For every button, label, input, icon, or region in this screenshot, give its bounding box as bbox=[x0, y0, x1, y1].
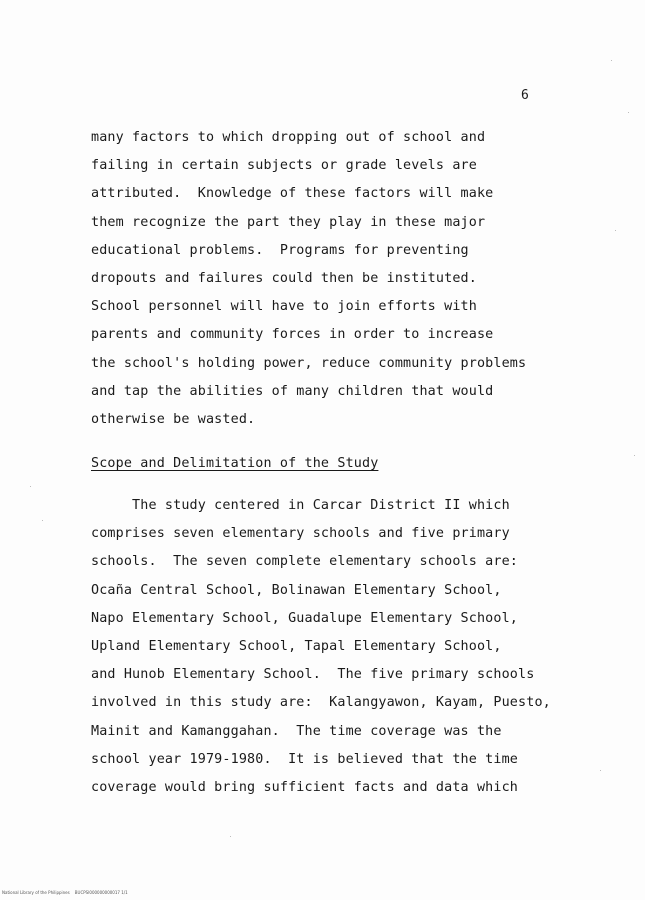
text-line: Mainit and Kamanggahan. The time coverage was the bbox=[91, 723, 502, 739]
scan-speck bbox=[230, 836, 231, 837]
text-line: schools. The seven complete elementary schools are: bbox=[91, 554, 519, 570]
scan-speck bbox=[611, 60, 612, 61]
text-line: Ocaña Central School, Bolinawan Elementary School, bbox=[91, 582, 502, 598]
paragraph-intro-continuation bbox=[91, 124, 591, 434]
scan-speck bbox=[42, 520, 43, 521]
text-line: parents and community forces in order to increase bbox=[91, 327, 494, 343]
text-line: Napo Elementary School, Guadalupe Elementary School, bbox=[91, 610, 519, 626]
archive-footer: National Library of the Philippines BUCPSI000000000017 1/1 bbox=[2, 890, 128, 895]
paragraph-scope bbox=[91, 492, 591, 802]
text-line: many factors to which dropping out of school and bbox=[91, 130, 486, 145]
text-line: failing in certain subjects or grade levels are bbox=[91, 158, 477, 174]
scan-speck bbox=[634, 455, 635, 456]
text-line: dropouts and failures could then be instituted. bbox=[91, 270, 477, 286]
section-heading: Scope and Delimitation of the Study bbox=[91, 456, 379, 471]
text-line: involved in this study are: Kalangyawon, Kayam, Puesto, bbox=[91, 695, 551, 711]
text-line: comprises seven elementary schools and five primary bbox=[91, 526, 510, 542]
text-line: educational problems. Programs for preventing bbox=[91, 242, 469, 258]
text-line: school year 1979-1980. It is believed that the time bbox=[91, 751, 519, 767]
text-line: The study centered in Carcar District II which bbox=[91, 498, 510, 513]
text-line: and tap the abilities of many children that would bbox=[91, 383, 494, 399]
scan-speck bbox=[600, 770, 601, 771]
text-line: Upland Elementary School, Tapal Elementary School, bbox=[91, 638, 502, 654]
page-number: 6 bbox=[521, 88, 529, 103]
text-line: and Hunob Elementary School. The five primary schools bbox=[91, 667, 535, 683]
scan-speck bbox=[628, 112, 629, 113]
scan-speck bbox=[615, 230, 616, 231]
text-line: School personnel will have to join efforts with bbox=[91, 299, 477, 315]
text-line: attributed. Knowledge of these factors will make bbox=[91, 186, 494, 202]
scan-speck bbox=[30, 486, 31, 487]
text-line: otherwise be wasted. bbox=[91, 411, 256, 427]
text-line: them recognize the part they play in these major bbox=[91, 214, 486, 230]
text-line: coverage would bring sufficient facts and data which bbox=[91, 779, 519, 795]
text-line: the school's holding power, reduce community problems bbox=[91, 355, 527, 371]
